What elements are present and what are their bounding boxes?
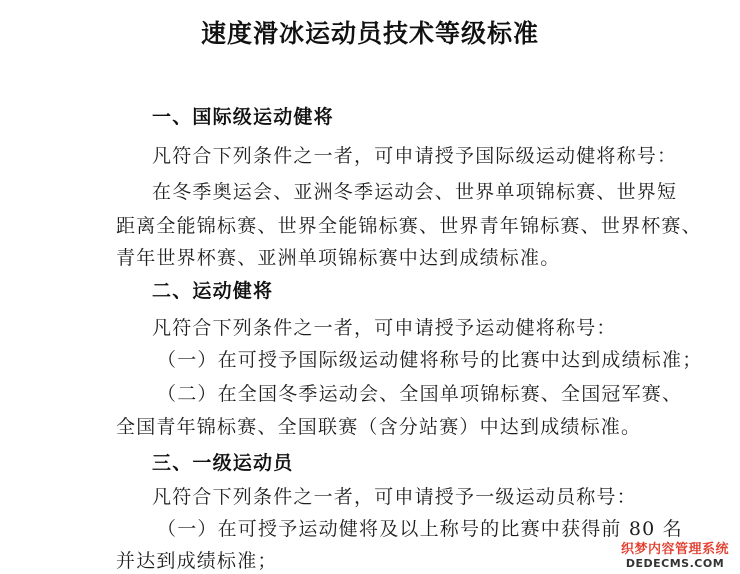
paragraph-line: 距离全能锦标赛、世界全能锦标赛、世界青年锦标赛、世界杯赛、 bbox=[116, 215, 702, 237]
paragraph-line: （一）在可授予国际级运动健将称号的比赛中达到成绩标准； bbox=[157, 349, 703, 371]
section-heading-master: 二、运动健将 bbox=[152, 280, 274, 302]
paragraph-line: 在冬季奥运会、亚洲冬季运动会、世界单项锦标赛、世界短 bbox=[152, 181, 678, 203]
dedecms-watermark bbox=[614, 538, 736, 570]
paragraph-line: 青年世界杯赛、亚洲单项锦标赛中达到成绩标准。 bbox=[116, 247, 561, 269]
section-heading-first-class: 三、一级运动员 bbox=[152, 452, 294, 474]
paragraph-line: 凡符合下列条件之一者，可申请授予一级运动员称号： bbox=[152, 486, 637, 508]
watermark-text: 织梦内容管理系统 bbox=[620, 542, 729, 557]
paragraph-line: （二）在全国冬季运动会、全国单项锦标赛、全国冠军赛、 bbox=[157, 383, 683, 405]
document-title: 速度滑冰运动员技术等级标准 bbox=[200, 19, 539, 48]
paragraph-line: 凡符合下列条件之一者，可申请授予运动健将称号： bbox=[152, 317, 617, 339]
section-heading-international-master: 一、国际级运动健将 bbox=[152, 106, 334, 128]
paragraph-line: 并达到成绩标准； bbox=[116, 550, 278, 572]
paragraph-line: 凡符合下列条件之一者，可申请授予国际级运动健将称号： bbox=[152, 145, 678, 167]
watermark-domain: DEDECMS.COM bbox=[625, 557, 725, 570]
paragraph-line: 全国青年锦标赛、全国联赛（含分站赛）中达到成绩标准。 bbox=[116, 416, 642, 438]
paragraph-line: （一）在可授予运动健将及以上称号的比赛中获得前 80 名 bbox=[157, 518, 683, 540]
